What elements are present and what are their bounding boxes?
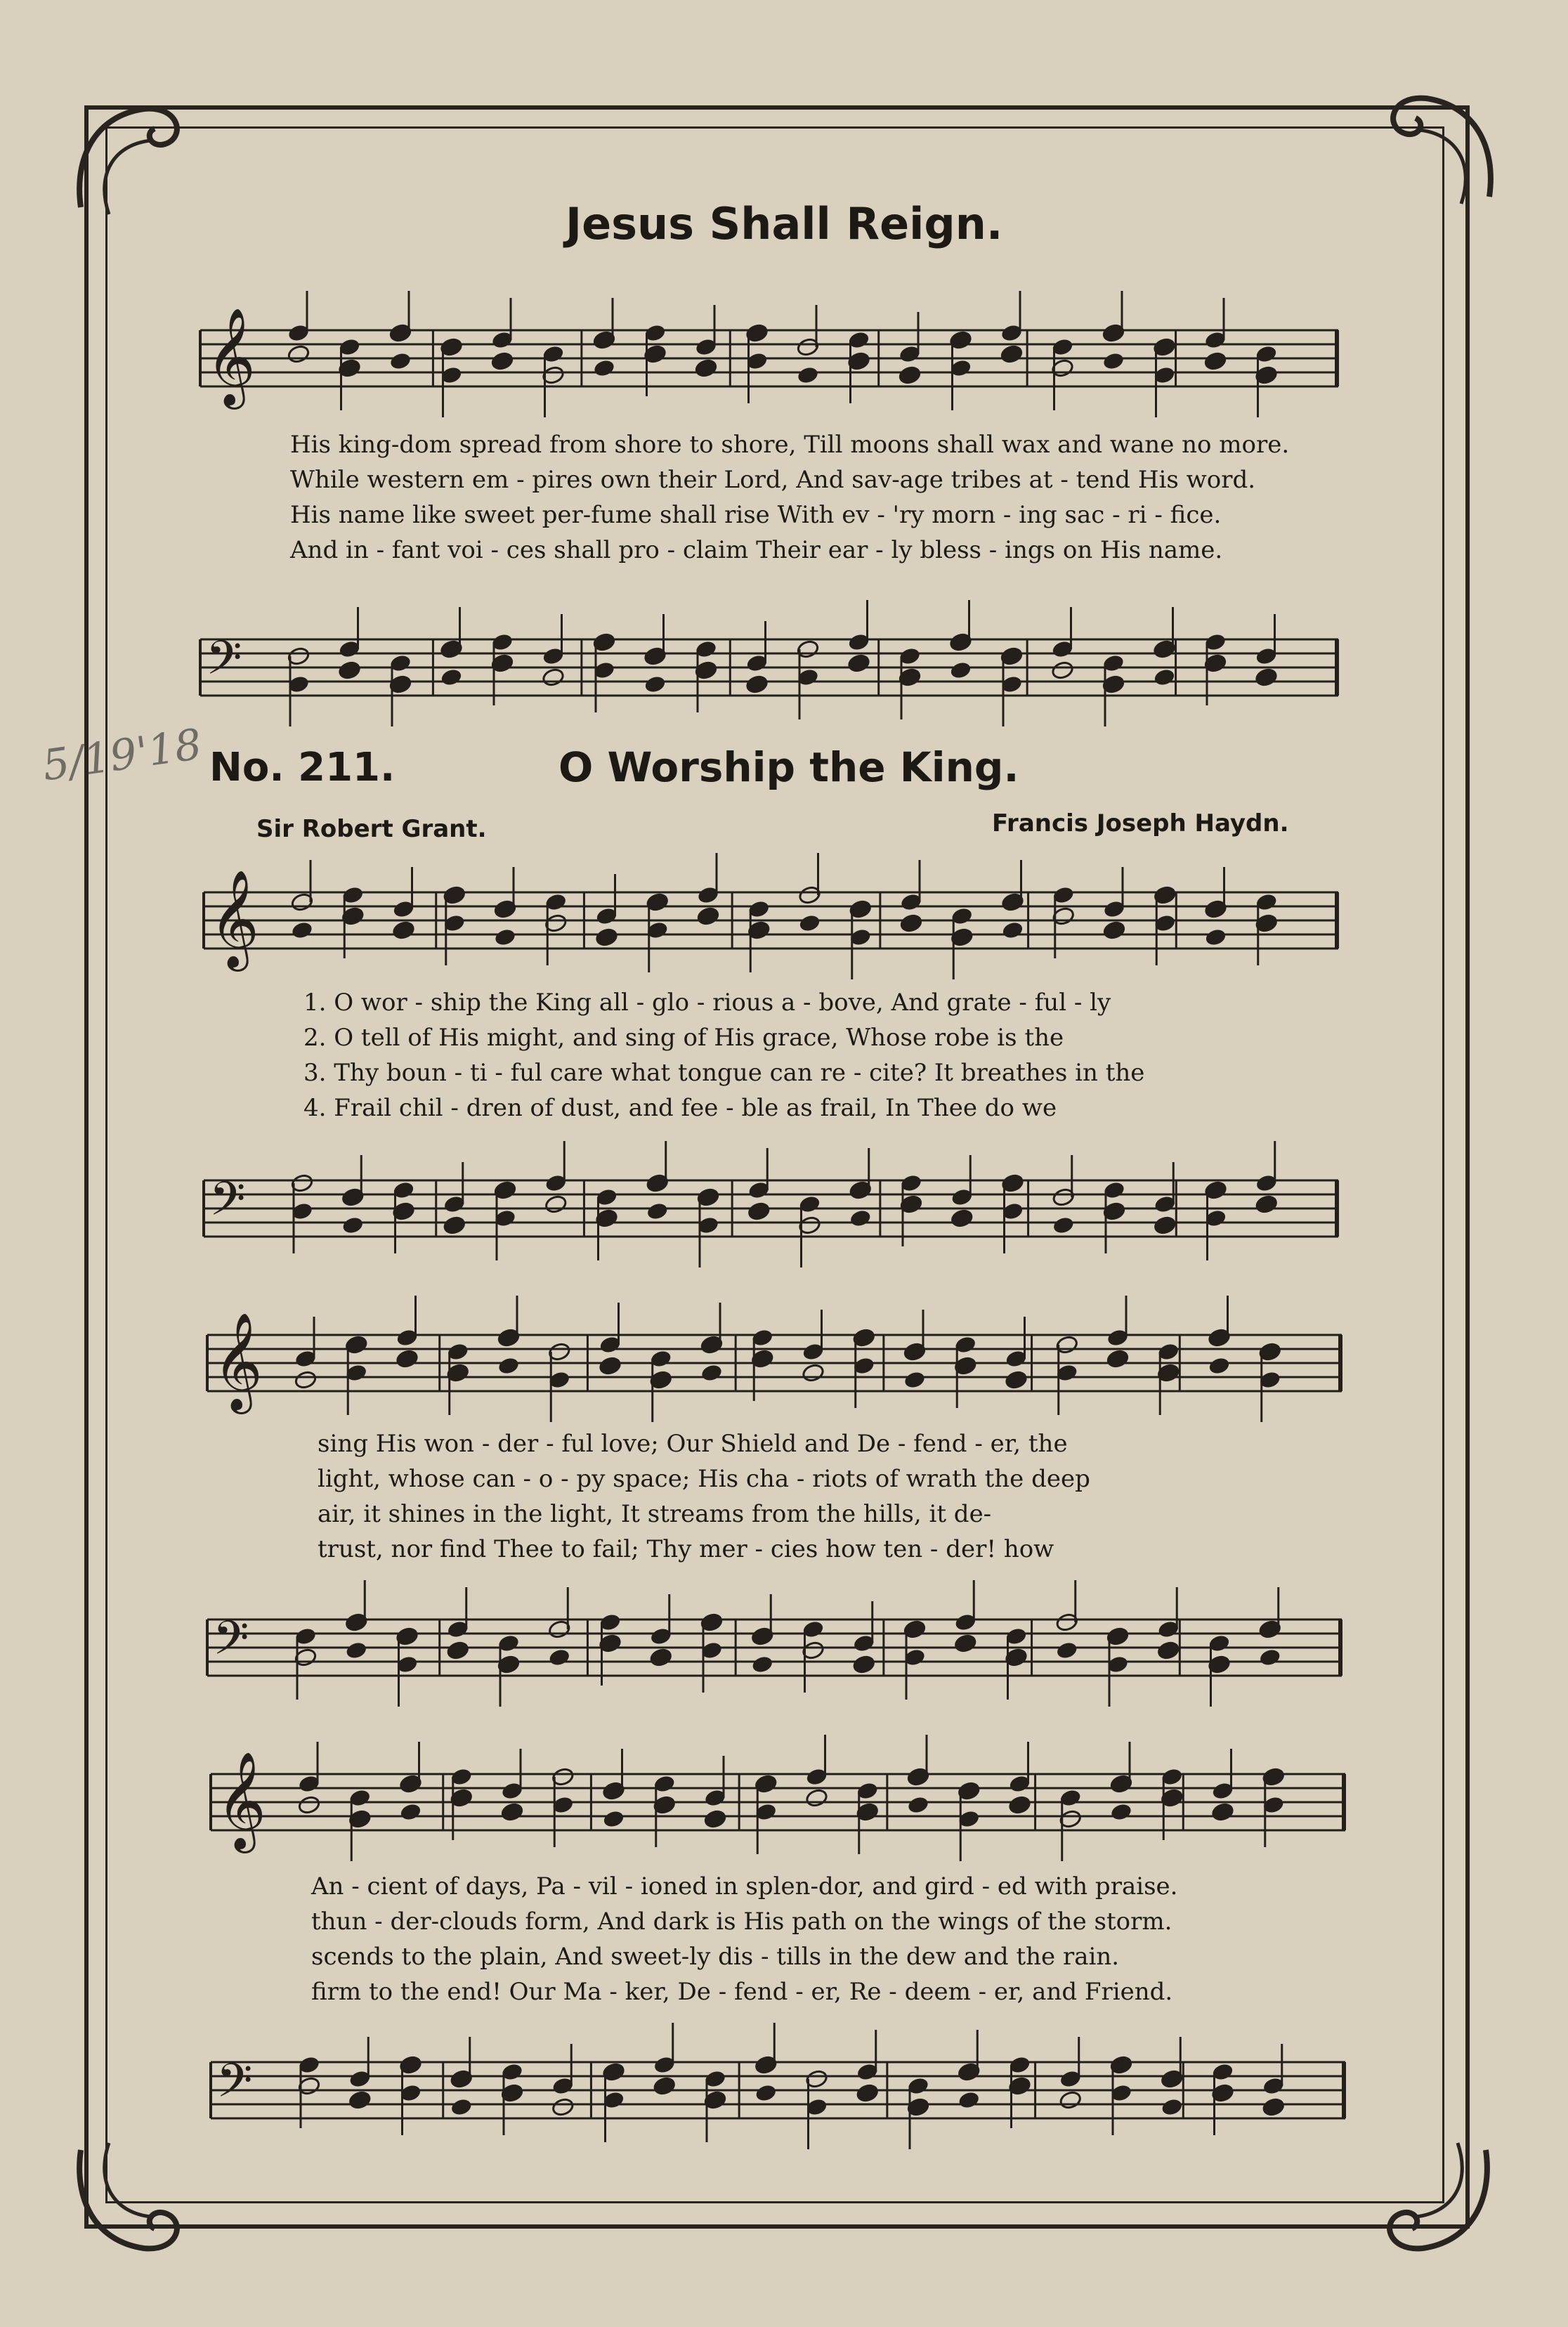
note-head [1055,1641,1078,1660]
note-head [388,351,412,371]
note-head [396,1349,419,1369]
lyric-line: 3. Thy boun - ti - ful care what tongue can re - cite? It breathes in the [303,1059,1145,1087]
note-head [958,2090,981,2110]
music-staff [207,1314,1342,1412]
note-head [297,1795,320,1815]
music-staff [207,1598,1342,1697]
handwritten-date: 5/19'18 [39,719,205,791]
note-head [1203,351,1227,371]
note-head [551,2097,575,2117]
treble-clef-icon: 𝄞 [209,870,259,967]
note-head [348,2090,372,2110]
corner-ornament-bottom-right [1373,2136,1500,2262]
note-head [542,667,565,687]
music-staff [200,309,1338,408]
note-head [798,913,821,933]
note-head [1005,1370,1028,1390]
note-head [847,653,870,673]
bass-clef-icon: 𝄢 [206,631,242,696]
lyric-line: While western em - pires own their Lord, And sav-age tribes at - tend His word. [290,466,1256,494]
note-head [1258,1648,1281,1667]
note-head [950,1208,974,1228]
lyric-line: air, it shines in the light, It streams from the hills, it de- [318,1500,992,1528]
note-head [287,344,310,364]
note-head [899,913,922,933]
lyric-line: sing His won - der - ful love; Our Shield and De - fend - er, the [318,1430,1068,1458]
treble-clef-icon: 𝄞 [206,308,256,405]
note-head [898,365,921,385]
bass-clef-icon: 𝄢 [209,1172,246,1237]
lyric-line: scends to the plain, And sweet-ly dis - tills in the dew and the rain. [311,1943,1120,1971]
note-head [490,351,514,371]
corner-ornament-top-left [67,95,193,221]
note-head [341,1215,365,1235]
hymn-title: O Worship the King. [558,743,1019,791]
note-head [1262,2097,1285,2117]
note-head [294,1370,317,1390]
note-head [450,2097,473,2117]
note-head [1153,667,1176,687]
note-head [599,1356,622,1376]
note-head [1051,660,1074,680]
music-staff [200,618,1338,717]
note-head [1255,1194,1278,1214]
note-head [493,927,516,947]
note-head [747,1201,771,1221]
note-head [653,2076,676,2096]
lyric-line: trust, nor find Thee to fail; Thy mer - cies how ten - der! how [318,1535,1054,1563]
note-head [1211,1802,1234,1822]
note-head [443,1215,466,1235]
treble-clef-icon: 𝄞 [213,1312,263,1410]
music-staff [204,871,1338,970]
note-head [954,1634,977,1653]
lyric-line: 2. O tell of His might, and sing of His grace, Whose robe is the [303,1024,1064,1052]
lyric-line: 4. Frail chil - dren of dust, and fee - ble as frail, In Thee do we [303,1094,1057,1122]
note-head [754,2083,778,2103]
note-head [1106,1349,1129,1369]
note-head [338,660,361,680]
note-head [1008,1795,1031,1815]
note-head [1052,1215,1075,1235]
note-head [649,1648,672,1667]
note-head [392,920,415,940]
hymn-title-top: Jesus Shall Reign. [566,198,1003,249]
note-head [700,1363,723,1383]
note-head [595,927,618,947]
music-staff [211,1753,1345,1851]
lyric-line: light, whose can - o - py space; His cha - riots of wrath the deep [318,1465,1090,1493]
note-head [1001,920,1024,940]
corner-ornament-top-right [1377,84,1503,211]
lyric-line: An - cient of days, Pa - vil - ioned in splen-dor, and gird - ed with praise. [311,1872,1178,1901]
note-head [1109,1802,1132,1822]
note-head [1102,920,1125,940]
note-head [906,1795,929,1815]
note-head [643,674,667,694]
note-head [544,1194,568,1214]
note-head [802,1363,825,1383]
note-head [497,1356,520,1376]
note-head [849,1208,872,1228]
note-head [440,667,463,687]
note-head [903,1370,926,1390]
note-head [751,1655,774,1674]
note-head [852,1655,875,1674]
lyric-line: firm to the end! Our Ma - ker, De - fend - er, Re - deem - er, and Friend. [311,1978,1173,2006]
lyricist-credit: Sir Robert Grant. [256,815,487,843]
note-head [694,358,717,378]
note-head [696,906,719,926]
note-head [796,365,819,385]
note-head [345,1641,368,1660]
note-head [290,920,313,940]
note-head [1208,1356,1231,1376]
note-head [949,660,972,680]
composer-credit: Francis Joseph Haydn. [992,809,1289,837]
note-head [805,1788,828,1808]
treble-clef-icon: 𝄞 [216,1752,266,1849]
note-head [1059,2090,1082,2110]
note-head [446,1641,469,1660]
lyric-line: And in - fant voi - ces shall pro - claim Their ear - ly bless - ings on His name. [290,536,1223,564]
lyric-line: His name like sweet per-fume shall rise With ev - 'ry morn - ing sac - ri - fice. [290,501,1222,529]
hymn-number: No. 211. [209,745,396,790]
note-head [745,674,769,694]
note-head [856,2083,879,2103]
lyric-line: 1. O wor - ship the King all - glo - rious a - bove, And grate - ful - ly [303,989,1111,1017]
corner-ornament-bottom-left [67,2136,193,2262]
note-head [1255,667,1278,687]
note-head [1161,2097,1184,2117]
note-head [548,1648,571,1667]
note-head [1157,1641,1180,1660]
note-head [646,1201,669,1221]
note-head [399,1802,422,1822]
note-head [1102,351,1125,371]
note-head [500,1802,523,1822]
note-head [1154,1215,1177,1235]
note-head [703,1809,726,1829]
bass-clef-icon: 𝄢 [216,2054,253,2119]
lyric-line: thun - der-clouds form, And dark is His path on the wings of the storm. [311,1908,1172,1936]
music-staff [204,1159,1338,1258]
note-head [1204,927,1227,947]
note-head [602,1809,625,1829]
note-head [592,358,615,378]
music-staff [211,2041,1345,2139]
lyric-line: His king-dom spread from shore to shore, Till moons shall wax and wane no more. [290,431,1290,459]
bass-clef-icon: 𝄢 [213,1611,249,1676]
note-head [1000,344,1023,364]
